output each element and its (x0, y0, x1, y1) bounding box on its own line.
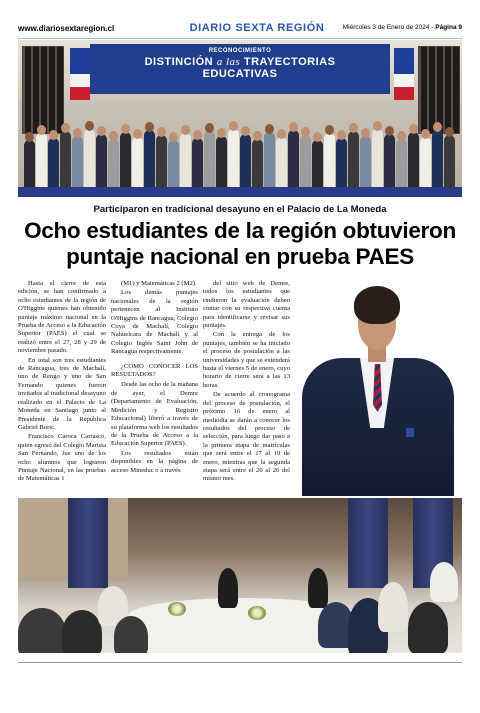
paragraph: del sitio web de Demre, todos los estudiantes que rindieron la evaluación deben contar con su respectiva cuenta para identificarse y revisar sus puntajes. (203, 280, 290, 330)
masthead-title: DIARIO SEXTA REGIÓN (182, 22, 332, 36)
recognition-banner (90, 44, 390, 94)
students-group (18, 118, 462, 188)
page-number: Página 9 (435, 24, 462, 31)
paragraph: En total son tres estudiantes de Rancagua, tres de Machalí, uno de Rengo y uno de San Fernando quienes fueron invitados al tradicional desayuno realizado en el Palacio de La Moneda en Santiago junto al Presidente de la República Gabriel Boric. (18, 356, 106, 431)
subheading: ¿CÓMO CONOCER LOS RESULTADOS? (111, 362, 198, 379)
date-text: Miércoles 3 de Enero de 2024 - (342, 24, 434, 31)
banner-line-1: RECONOCIMIENTO (208, 48, 272, 54)
dateline (343, 24, 462, 31)
header-rule (18, 38, 462, 39)
paragraph: Con la entrega de los puntajes, también se ha iniciado el proceso de postulación a las universidades y que se extenderá hasta el viernes 5 de enero, cuyo horario de cierre será a las 13 horas. (203, 331, 290, 389)
paragraph: Desde las ocho de la mañana de ayer, el Demre (Departamento de Evaluación, Medición y Registro Educacional) liberó a través de su plataforma web los resultados de la Prueba de Acceso a la Educación Superior (PAES). (111, 381, 198, 448)
article-kicker: Participaron en tradicional desayuno en el Palacio de La Moneda (93, 204, 387, 215)
paragraph: Francisco Caroca Carrasco, quien egresó del Colegio Marista San Fernando, fue uno de los ocho alumnos que lograron Puntaje Nacional, en las pruebas de Matemáticas 1 (18, 433, 106, 483)
paragraph: Los resultados están disponibles en la página de acceso Mineduc o a través (111, 449, 198, 474)
paragraph: Los demás puntajes nacionales de la región pertenecen al Instituto O'Higgins de Rancagua, Colegio Coya de Machalí, Colegio Nahuelcara de Machalí y al Colegio Inglés Saint John de Rancagua respectivamente. (111, 289, 198, 356)
page-header (18, 22, 462, 38)
site-url[interactable]: www.diariosextaregion.cl (18, 24, 115, 33)
banner-line-2: DISTINCIÓN a las TRAYECTORIAS (144, 56, 336, 68)
footer-rule (18, 662, 462, 663)
chile-flag-right (394, 48, 414, 100)
breakfast-photo (18, 498, 462, 653)
chile-flag-left (70, 48, 90, 100)
student-portrait (294, 280, 462, 496)
article-column-3 (203, 280, 290, 483)
paragraph: Hasta el cierre de esta edición, se han confirmado a ocho estudiantes de la región de O'Higgins quienes han obtenido puntaje máximo nacional en la Prueba de Acceso a la Educación Superior (PAES) el cual se realizó entre el 27, 28 y 29 de noviembre pasado. (18, 280, 106, 355)
paragraph: De acuerdo al cronograma del proceso de postulación, el próximo 16 de enero al mediodía se darán a conocer los resultados del proceso de selección, para luego dar paso a la primera etapa de matrículas que será entre el 17 al 19 de enero, mientras que la segunda etapa será entre el 20 al 26 del mismo mes. (203, 391, 290, 483)
paragraph: (M1) y Matemáticas 2 (M2). (121, 280, 197, 287)
article-column-1 (18, 280, 106, 483)
group-photo (18, 40, 462, 197)
article-column-2 (111, 280, 198, 480)
article-headline: Ocho estudiantes de la región obtuvieron puntaje nacional en prueba PAES (24, 218, 456, 269)
banner-line-3: EDUCATIVAS (202, 68, 278, 80)
